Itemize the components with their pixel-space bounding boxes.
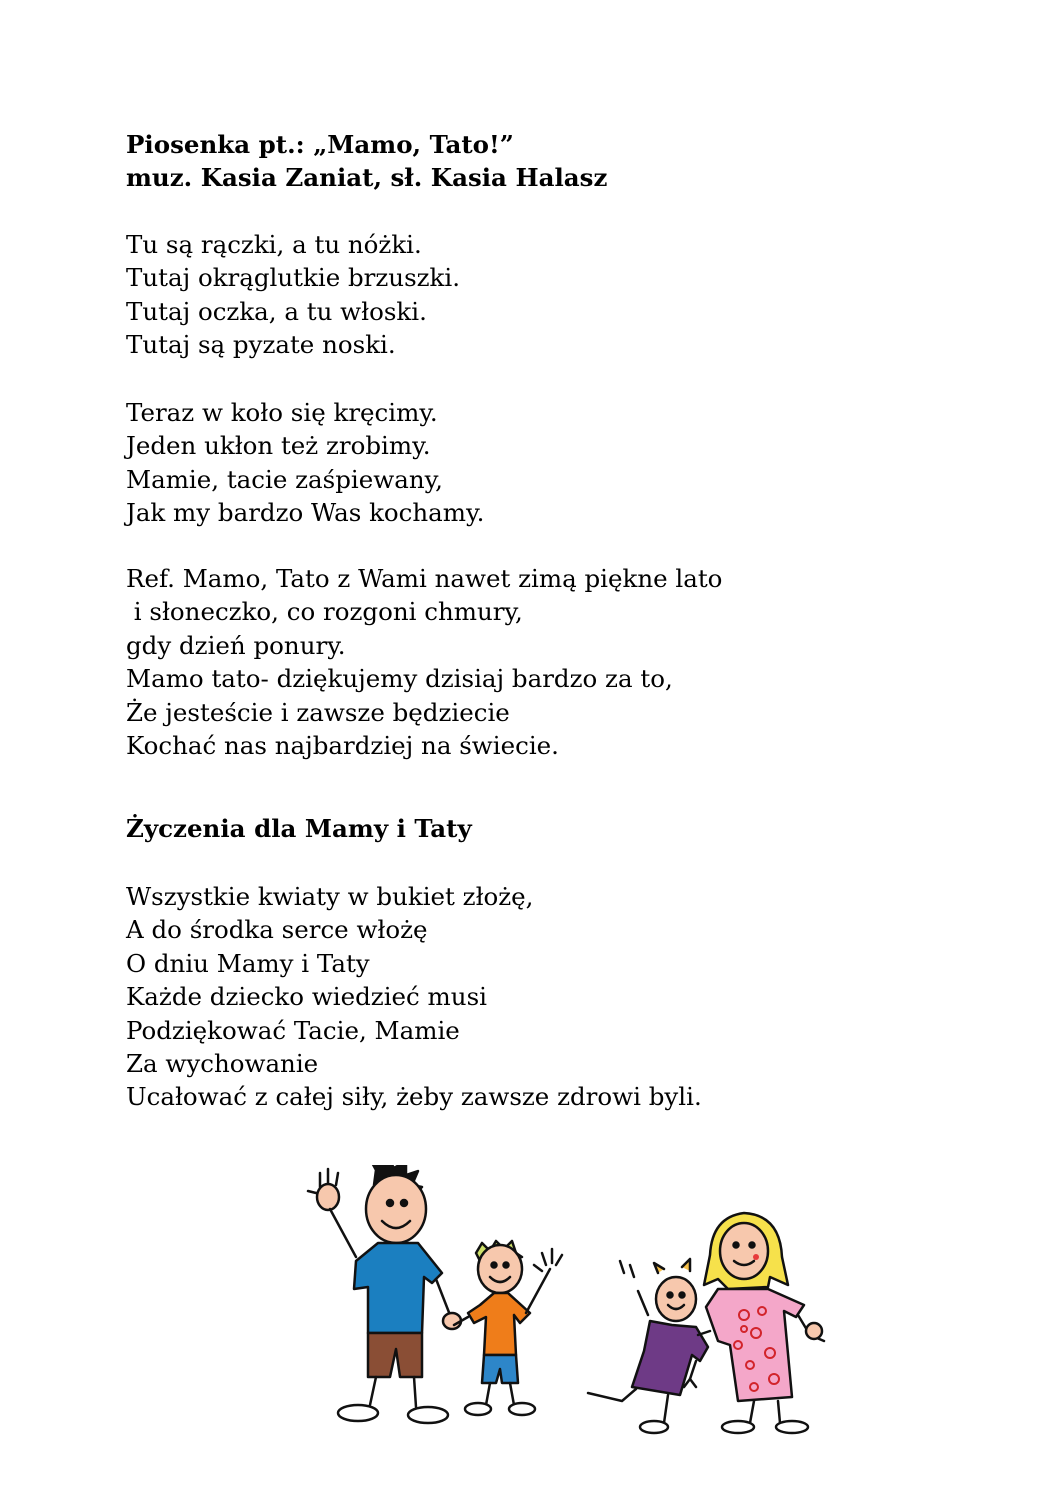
wishes-line: O dniu Mamy i Taty (126, 948, 370, 978)
wishes-heading (126, 812, 472, 845)
mom-figure (704, 1213, 824, 1433)
wishes-title: Życzenia dla Mamy i Taty (126, 814, 472, 843)
refrain-line: i słoneczko, co rozgoni chmury, (126, 597, 523, 627)
boy-figure (454, 1241, 562, 1415)
refrain-line: Że jesteście i zawsze będziecie (126, 697, 510, 727)
refrain-line: Mamo tato- dziękujemy dzisiaj bardzo za to, (126, 664, 673, 694)
verse-line: Teraz w koło się kręcimy. (126, 398, 438, 427)
refrain-line: Ref. Mamo, Tato z Wami nawet zimą piękne lato (126, 564, 723, 593)
verse-line: Tutaj okrąglutkie brzuszki. (126, 263, 461, 293)
stanza-1 (126, 228, 460, 362)
verse-line: Jak my bardzo Was kochamy. (126, 498, 485, 528)
song-heading (126, 128, 607, 195)
wishes-line: Za wychowanie (126, 1049, 319, 1079)
wishes-line: Podziękować Tacie, Mamie (126, 1015, 460, 1045)
family-illustration (298, 1165, 838, 1435)
wishes-line: Ucałować z całej siły, żeby zawsze zdrowi byli. (126, 1082, 702, 1112)
dad-figure (308, 1165, 461, 1423)
stanza-2 (126, 396, 484, 530)
dad-shirt (354, 1243, 442, 1333)
boy-pants (482, 1355, 518, 1383)
boy-shirt (468, 1293, 530, 1355)
verse-line: Mamie, tacie zaśpiewany, (126, 464, 443, 494)
girl-dress (632, 1321, 708, 1395)
song-title: Piosenka pt.: „Mamo, Tato!” (126, 130, 514, 159)
refrain-line: gdy dzień ponury. (126, 630, 346, 660)
refrain-line: Kochać nas najbardziej na świecie. (126, 731, 559, 761)
verse-line: Tutaj są pyzate noski. (126, 330, 396, 360)
dad-pants (368, 1333, 422, 1377)
verse-line: Jeden ukłon też zrobimy. (126, 431, 431, 461)
wishes-line: Wszystkie kwiaty w bukiet złożę, (126, 882, 534, 911)
girl-figure (588, 1259, 710, 1433)
verse-line: Tu są rączki, a tu nóżki. (126, 230, 422, 259)
wishes-poem (126, 880, 702, 1114)
mom-dress (706, 1289, 804, 1401)
wishes-line: A do środka serce włożę (126, 915, 428, 945)
song-credits: muz. Kasia Zaniat, sł. Kasia Halasz (126, 163, 608, 193)
refrain (126, 562, 722, 762)
wishes-line: Każde dziecko wiedzieć musi (126, 982, 487, 1012)
verse-line: Tutaj oczka, a tu włoski. (126, 296, 427, 326)
